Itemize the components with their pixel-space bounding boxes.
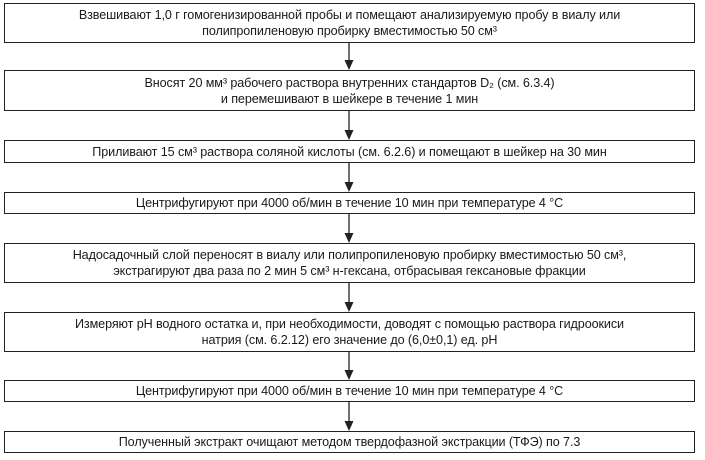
step-6-line-1: Измеряют pH водного остатка и, при необходимости, доводят с помощью раствора гидроокиси	[74, 317, 624, 331]
step-2-line-1: Вносят 20 мм³ рабочего раствора внутренних стандартов D₂ (см. 6.3.4)	[144, 75, 555, 90]
step-weigh-sample	[4, 3, 695, 43]
step-2-line-2: и перемешивают в шейкере в течение 1 мин	[220, 91, 479, 106]
arrow-down-icon	[343, 402, 355, 431]
step-5-line-1: Надосадочный слой переносят в виалу или полипропиленовую пробирку вместимостью 50 см³,	[72, 248, 627, 262]
arrow-down-icon	[343, 352, 355, 380]
step-add-hydrochloric-acid	[4, 140, 695, 163]
step-adjust-ph	[4, 312, 695, 352]
step-1-line-2: полипропиленовую пробирку вместимостью 50 см³	[202, 24, 497, 38]
step-6-line-2: натрия (см. 6.2.12) его значение до (6,0±0,1) ед. pH	[201, 333, 498, 347]
arrow-down-icon	[343, 111, 355, 140]
step-transfer-and-extract	[4, 243, 695, 283]
step-7-line-1: Центрифугируют при 4000 об/мин в течение 10 мин при температуре 4 °С	[135, 384, 564, 398]
step-spe-cleanup	[4, 431, 695, 453]
step-centrifuge-1	[4, 192, 695, 214]
step-centrifuge-2	[4, 380, 695, 402]
step-1-line-1: Взвешивают 1,0 г гомогенизированной пробы и помещают анализируемую пробу в виалу или	[78, 8, 621, 22]
step-add-internal-standards	[4, 70, 695, 111]
arrow-down-icon	[343, 163, 355, 192]
arrow-down-icon	[343, 214, 355, 243]
step-5-line-2: экстрагируют два раза по 2 мин 5 см³ н-гексана, отбрасывая гексановые фракции	[113, 264, 586, 278]
step-3-line-1: Приливают 15 см³ раствора соляной кислоты (см. 6.2.6) и помещают в шейкер на 30 мин	[92, 144, 607, 159]
step-4-line-1: Центрифугируют при 4000 об/мин в течение 10 мин при температуре 4 °С	[135, 196, 564, 210]
arrow-down-icon	[343, 283, 355, 312]
step-8-line-1: Полученный экстракт очищают методом твердофазной экстракции (ТФЭ) по 7.3	[118, 435, 581, 449]
arrow-down-icon	[343, 43, 355, 70]
